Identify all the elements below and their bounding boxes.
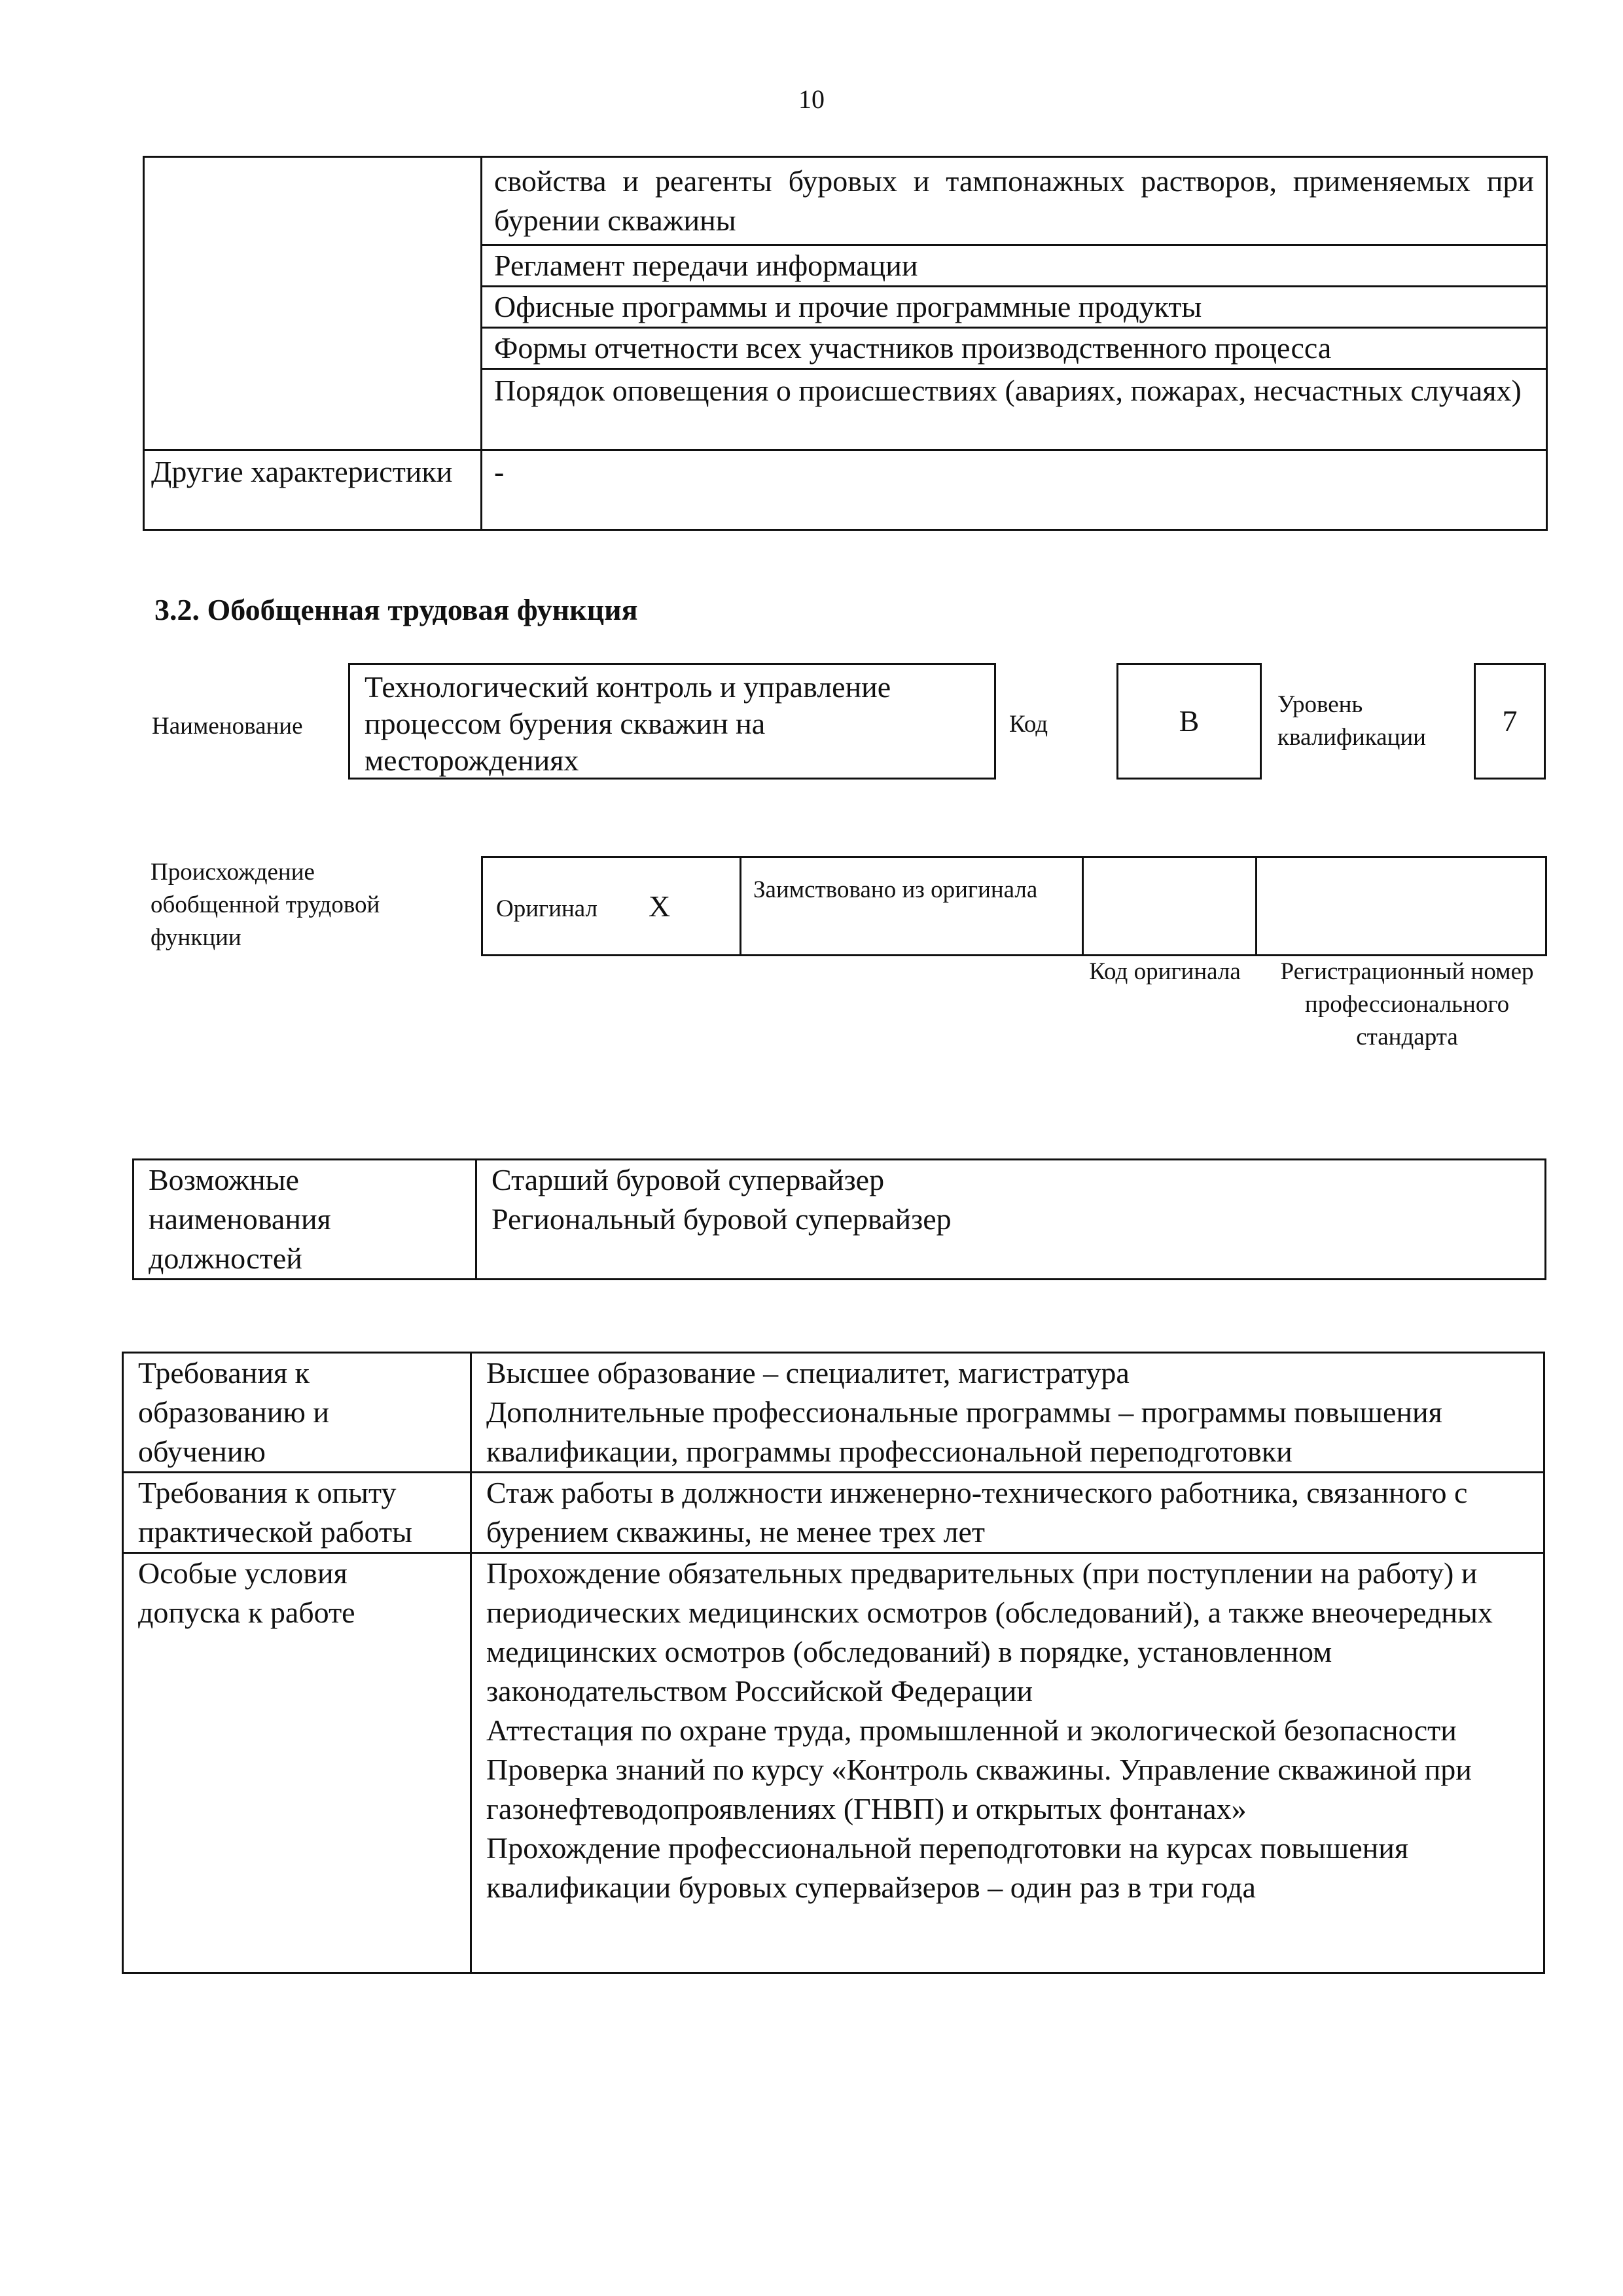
requirement-line: Прохождение профессиональной переподготовки на курсах повышения квалификации буровых супервайзеров – один раз в три года [486,1831,1409,1904]
knowledge-item: свойства и реагенты буровых и тампонажных растворов, применяемых при бурении скважины [482,157,1547,245]
other-characteristics-label: Другие характеристики [144,450,482,530]
code-value: B [1179,704,1200,738]
knowledge-item: Порядок оповещения о происшествиях (авариях, пожарах, несчастных случаях) [482,369,1547,450]
registration-caption: Регистрационный номер профессионального стандарта [1280,958,1534,1050]
code-caption: Код оригинала [1089,958,1241,985]
positions-values [476,1160,1546,1280]
requirement-line: Высшее образование – специалитет, магистратура [486,1356,1130,1390]
knowledge-item: Регламент передачи информации [482,245,1547,287]
registration-number-cell [1257,857,1546,956]
requirement-label: Особые условия допуска к работе [123,1553,471,1973]
name-label: Наименование [152,713,303,740]
position-title: Региональный буровой супервайзер [491,1202,952,1236]
original-mark: X [649,889,671,923]
requirement-line: Аттестация по охране труда, промышленной и экологической безопасности [486,1713,1457,1747]
positions-table [132,1158,1546,1280]
original-code-cell [1083,857,1257,956]
requirement-value [471,1553,1544,1973]
knowledge-item: Формы отчетности всех участников производственного процесса [482,328,1547,369]
page-number: 10 [798,84,825,114]
positions-label: Возможные наименования должностей [134,1160,476,1280]
knowledge-item: Офисные программы и прочие программные продукты [482,287,1547,328]
knowledge-table [143,156,1548,531]
original-cell [482,857,741,956]
position-title: Старший буровой супервайзер [491,1163,885,1196]
empty-label-cell [144,157,482,450]
requirements-table [122,1352,1545,1974]
requirement-value [471,1473,1544,1553]
requirement-value [471,1353,1544,1473]
section-heading: 3.2. Обобщенная трудовая функция [154,593,638,626]
requirement-label: Требования к опыту практической работы [123,1473,471,1553]
level-value: 7 [1502,704,1518,738]
requirement-line: Стаж работы в должности инженерно-технического работника, связанного с бурением скважины, не менее трех лет [486,1476,1468,1549]
requirement-line: Прохождение обязательных предварительных (при поступлении на работу) и периодических медицинских осмотров (обследований), а также внеочередных медицинских осмотров (обследований) в порядке, установленном законодательством Российской Федерации [486,1556,1493,1708]
borrowed-label: Заимствовано из оригинала [741,857,1083,956]
other-characteristics-value: - [482,450,1547,530]
level-label: Уровень квалификации [1277,691,1426,751]
requirement-label: Требования к образованию и обучению [123,1353,471,1473]
code-label: Код [1009,711,1048,738]
origin-table [481,856,1547,956]
function-name-box [348,663,996,780]
requirement-line: Дополнительные профессиональные программы – программы повышения квалификации, программы профессиональной переподготовки [486,1395,1442,1468]
code-value-box [1116,663,1262,780]
origin-label: Происхождение обобщенной трудовой функции [151,859,380,951]
level-value-box [1474,663,1546,780]
function-name-value: Технологический контроль и управление процессом бурения скважин на месторождениях [365,670,891,777]
requirement-line: Проверка знаний по курсу «Контроль скважины. Управление скважиной при газонефтеводопроявлениях (ГНВП) и открытых фонтанах» [486,1753,1472,1825]
original-label: Оригинал [496,895,598,922]
